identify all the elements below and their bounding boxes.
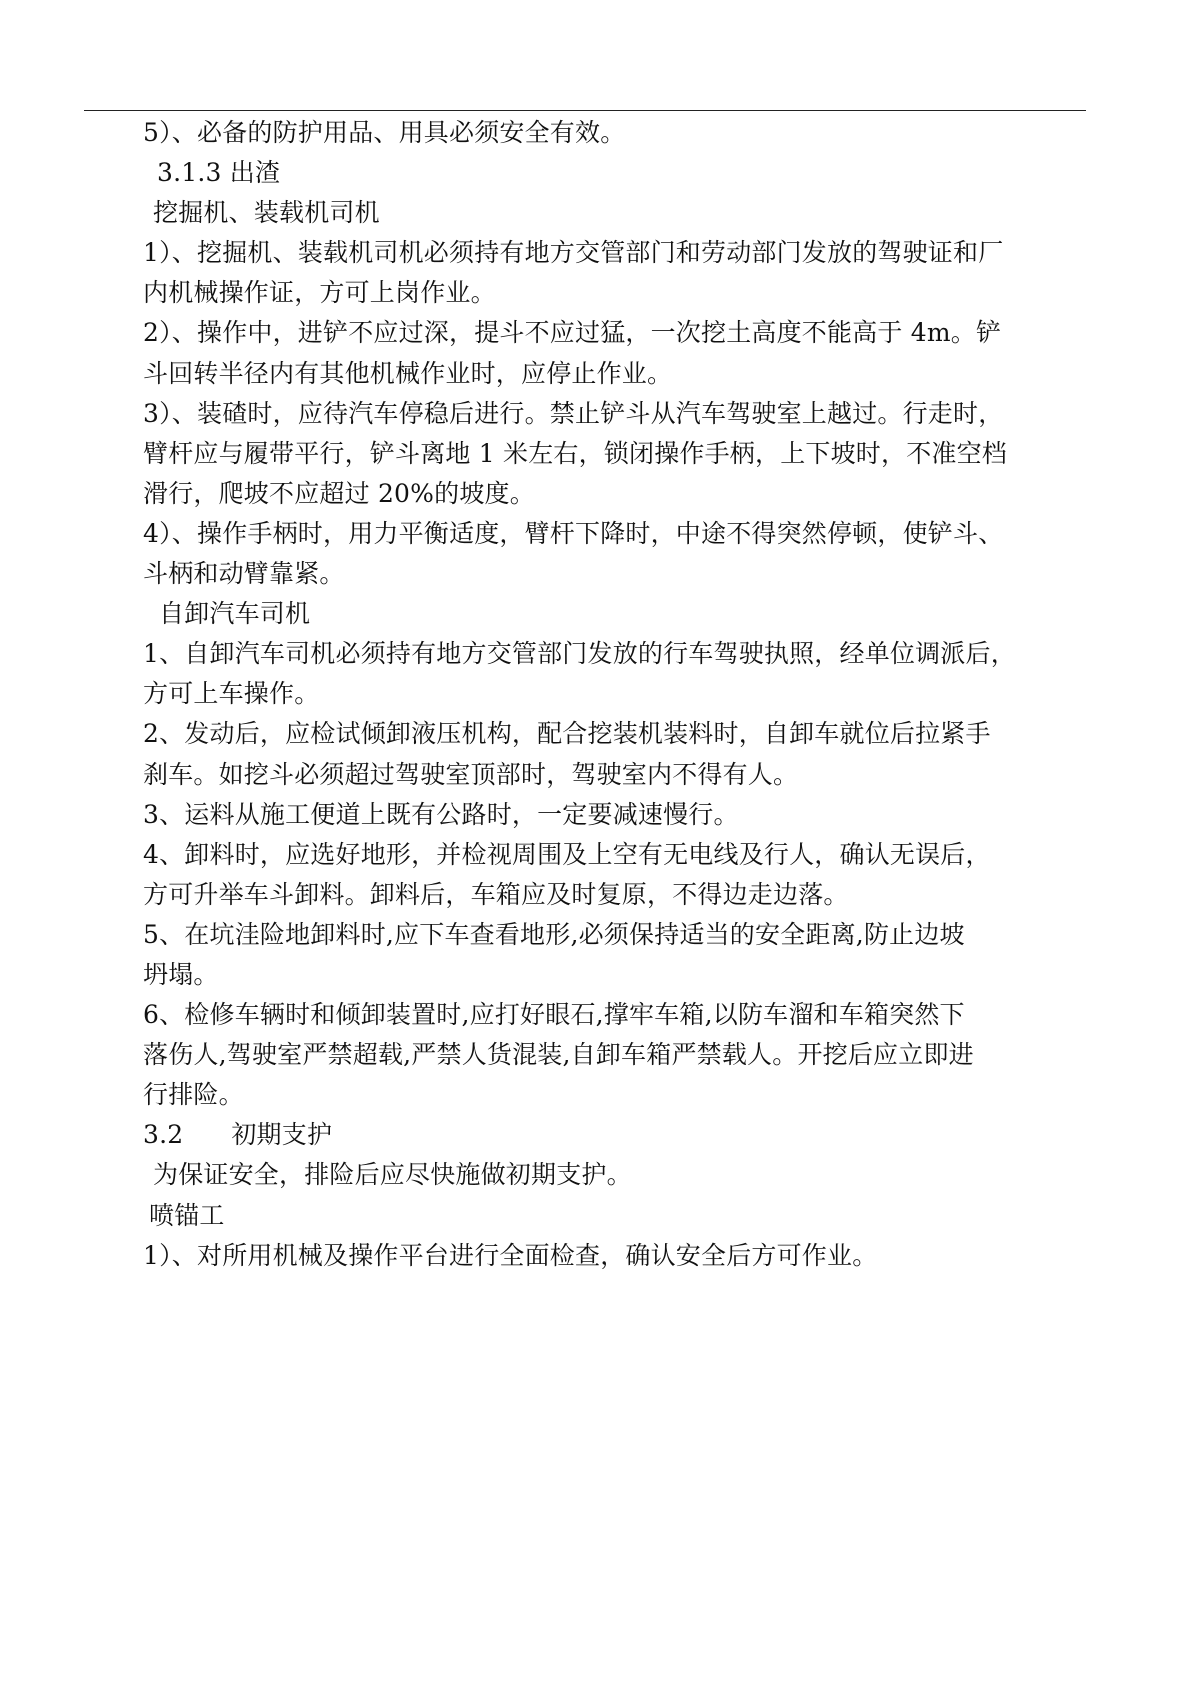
section-heading-3-2 (143, 1115, 1083, 1155)
text-line: 3）、装碴时，应待汽车停稳后进行。禁止铲斗从汽车驾驶室上越过。行走时， (143, 398, 1004, 428)
text-line: 2）、操作中，进铲不应过深，提斗不应过猛，一次挖土高度不能高于 4m。铲 (143, 318, 1002, 348)
text-line: 刹车。如挖斗必须超过驾驶室顶部时，驾驶室内不得有人。 (143, 759, 799, 789)
text-line: 2、发动后，应检试倾卸液压机构，配合挖装机装料时，自卸车就位后拉紧手 (143, 719, 991, 749)
document-body (143, 113, 1083, 1276)
text-line: 1）、挖掘机、装载机司机必须持有地方交管部门和劳动部门发放的驾驶证和厂 (143, 238, 1004, 268)
text-line: 臂杆应与履带平行，铲斗离地 1 米左右，锁闭操作手柄，上下坡时，不准空档 (143, 438, 1008, 468)
text-line: 方可上车操作。 (143, 679, 320, 709)
text-line: 落伤人,驾驶室严禁超载,严禁人货混装,自卸车箱严禁载人。开挖后应立即进 (143, 1040, 974, 1070)
text-line: 方可升举车斗卸料。卸料后，车箱应及时复原，不得边走边落。 (143, 879, 849, 909)
text-line: 1）、对所用机械及操作平台进行全面检查，确认安全后方可作业。 (143, 1240, 878, 1270)
text-line: 滑行，爬坡不应超过 20%的坡度。 (143, 478, 535, 508)
text-line: 斗柄和动臂靠紧。 (143, 559, 345, 589)
subheading-shotcrete-anchor-worker: 喷锚工 (149, 1200, 225, 1230)
subheading-excavator-loader-driver: 挖掘机、装载机司机 (153, 198, 380, 228)
text-line: 5、在坑洼险地卸料时,应下车查看地形,必须保持适当的安全距离,防止边坡 (143, 919, 965, 949)
text-line: 3、运料从施工便道上既有公路时，一定要减速慢行。 (143, 799, 739, 829)
section-heading-3-1-3: 3.1.3 出渣 (157, 158, 281, 188)
text-line: 4）、操作手柄时，用力平衡适度，臂杆下降时，中途不得突然停顿，使铲斗、 (143, 518, 1004, 548)
text-line: 1、自卸汽车司机必须持有地方交管部门发放的行车驾驶执照，经单位调派后， (143, 639, 1016, 669)
section-title: 初期支护 (231, 1120, 333, 1150)
subheading-dump-truck-driver: 自卸汽车司机 (159, 599, 311, 629)
text-line: 6、检修车辆时和倾卸装置时,应打好眼石,撑牢车箱,以防车溜和车箱突然下 (143, 1000, 965, 1030)
text-line: 坍塌。 (143, 959, 219, 989)
text-line: 内机械操作证，方可上岗作业。 (143, 278, 496, 308)
text-line: 行排险。 (143, 1080, 244, 1110)
section-number: 3.2 (143, 1120, 184, 1150)
text-line: 4、卸料时，应选好地形，并检视周围及上空有无电线及行人，确认无误后， (143, 839, 991, 869)
text-line: 斗回转半径内有其他机械作业时，应停止作业。 (143, 358, 673, 388)
header-rule (84, 110, 1086, 111)
text-line: 为保证安全，排险后应尽快施做初期支护。 (153, 1160, 632, 1190)
text-line: 5）、必备的防护用品、用具必须安全有效。 (143, 118, 626, 147)
